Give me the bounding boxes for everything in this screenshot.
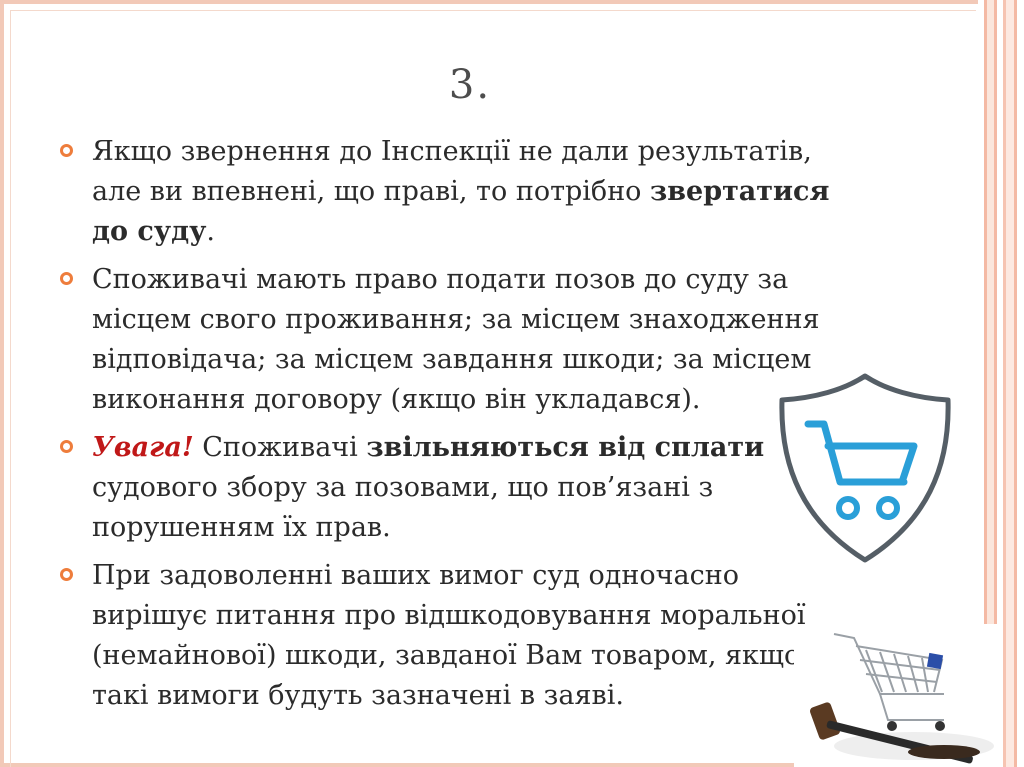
- bullet-text: Якщо звернення до Інспекції не дали результатів, але ви впевнені, що праві, то потрібно: [92, 136, 812, 207]
- bullet-text-end: .: [206, 216, 216, 247]
- bullet-item: [60, 556, 860, 716]
- bullet-text-end: судового збору за позовами, що пов’язані з порушенням їх прав.: [92, 472, 714, 543]
- shopping-cart-gavel-image: [794, 624, 1002, 767]
- shield-cart-icon: [776, 372, 954, 564]
- bullet-marker-icon: [60, 144, 73, 157]
- bullet-item: [60, 428, 860, 548]
- warning-label: Увага!: [92, 432, 194, 463]
- bullet-bold-text: звертатися до суду: [92, 176, 830, 247]
- bullet-item: [60, 260, 860, 420]
- bullet-list: [60, 132, 860, 724]
- slide-title: 3.: [448, 62, 492, 108]
- bullet-marker-icon: [60, 272, 73, 285]
- bullet-text: При задоволенні ваших вимог суд одночасно вирішує питання про відшкодовування моральної (немайнової) шкоди, завданої Вам товаром, якщо такі вимоги будуть зазначені в заяві.: [92, 560, 806, 711]
- bullet-text: Споживачі: [193, 432, 367, 463]
- bullet-text: Споживачі мають право подати позов до суду за місцем свого проживання; за місцем знаходження відповідача; за місцем завдання шкоди; за місцем виконання договору (якщо він укладався).: [92, 264, 820, 415]
- bullet-item: [60, 132, 860, 252]
- bullet-bold-text: звільняються від сплати: [366, 432, 765, 463]
- bullet-marker-icon: [60, 568, 73, 581]
- bullet-marker-icon: [60, 440, 73, 453]
